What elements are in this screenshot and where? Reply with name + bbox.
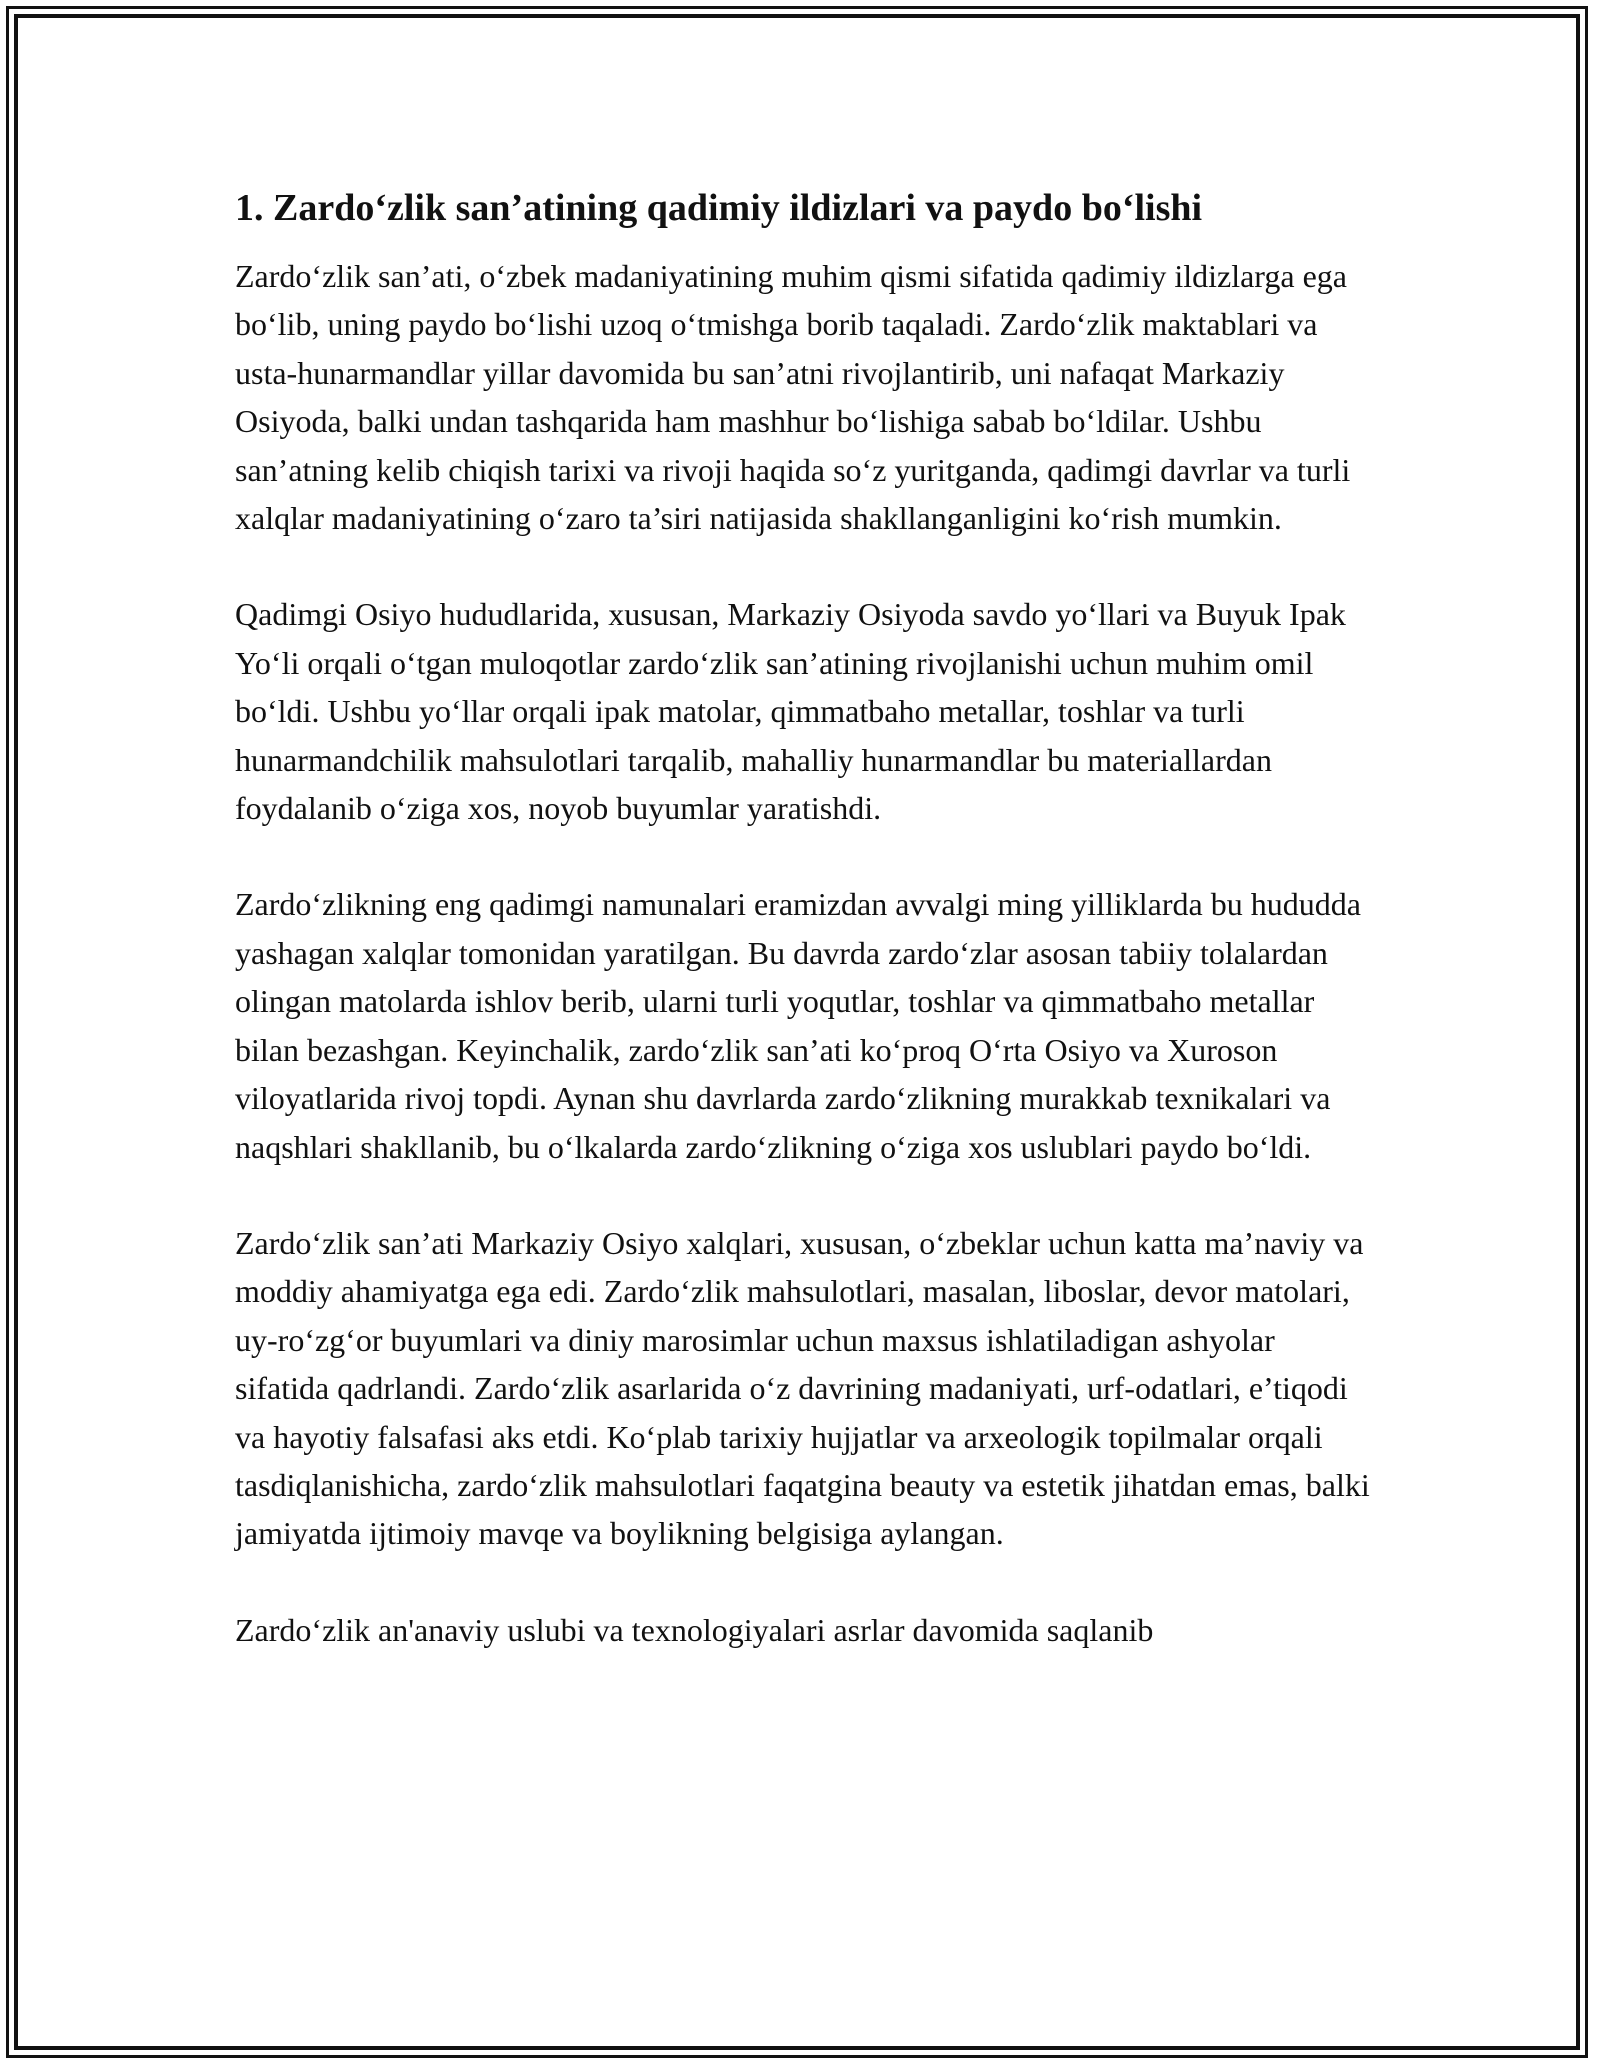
paragraph-2: Qadimgi Osiyo hududlarida, xususan, Markaziy Osiyoda savdo yo‘llari va Buyuk Ipak Yo‘li orqali o‘tgan muloqotlar zardo‘zlik san’atining rivojlanishi uchun muhim omil bo‘ldi. Ushbu yo‘llar orqali ipak matolar, qimmatbaho metallar, toshlar va turli hunarmandchilik mahsulotlari tarqalib, mahalliy hunarmandlar bu materiallardan foydalanib o‘ziga xos, noyob buyumlar yaratishdi. — [235, 596, 1346, 827]
paragraph-5: Zardo‘zlik an'anaviy uslubi va texnologiyalari asrlar davomida saqlanib — [235, 1611, 1154, 1648]
paragraph-4: Zardo‘zlik san’ati Markaziy Osiyo xalqlari, xususan, o‘zbeklar uchun katta ma’naviy va moddiy ahamiyatga ega edi. Zardo‘zlik mahsulotlari, masalan, liboslar, devor matolari, uy-ro‘zg‘or buyumlari va diniy marosimlar uchun maxsus ishlatiladigan ashyolar sifatida qadrlandi. Zardo‘zlik asarlarida o‘z davrining madaniyati, urf-odatlari, e’tiqodi va hayotiy falsafasi aks etdi. Ko‘plab tarixiy hujjatlar va arxeologik topilmalar orqali tasdiqlanishicha, zardo‘zlik mahsulotlari faqatgina beauty va estetik jihatdan emas, balki jamiyatda ijtimoiy mavqe va boylikning belgisiga aylangan. — [235, 1224, 1370, 1552]
section-heading: 1. Zardo‘zlik san’atining qadimiy ildizlari va paydo bo‘lishi — [235, 187, 1203, 229]
paragraph-3: Zardo‘zlikning eng qadimgi namunalari eramizdan avvalgi ming yilliklarda bu hududda yashagan xalqlar tomonidan yaratilgan. Bu davrda zardo‘zlar asosan tabiiy tolalardan olingan matolarda ishlov berib, ularni turli yoqutlar, toshlar va qimmatbaho metallar bilan bezashgan. Keyinchalik, zardo‘zlik san’ati ko‘proq O‘rta Osiyo va Xuroson viloyatlarida rivoj topdi. Aynan shu davrlarda zardo‘zlikning murakkab texnikalari va naqshlari shakllanib, bu o‘lkalarda zardo‘zlikning o‘ziga xos uslublari paydo bo‘ldi. — [235, 886, 1361, 1165]
paragraph-1: Zardo‘zlik san’ati, o‘zbek madaniyatining muhim qismi sifatida qadimiy ildizlarga ega bo‘lib, uning paydo bo‘lishi uzoq o‘tmishga borib taqaladi. Zardo‘zlik maktablari va usta-hunarmandlar yillar davomida bu san’atni rivojlantirib, uni nafaqat Markaziy Osiyoda, balki undan tashqarida ham mashhur bo‘lishiga sabab bo‘ldilar. Ushbu san’atning kelib chiqish tarixi va rivoji haqida so‘z yuritganda, qadimgi davrlar va turli xalqlar madaniyatining o‘zaro ta’siri natijasida shakllanganligini ko‘rish mumkin. — [235, 258, 1351, 537]
document-body — [235, 184, 1375, 1702]
